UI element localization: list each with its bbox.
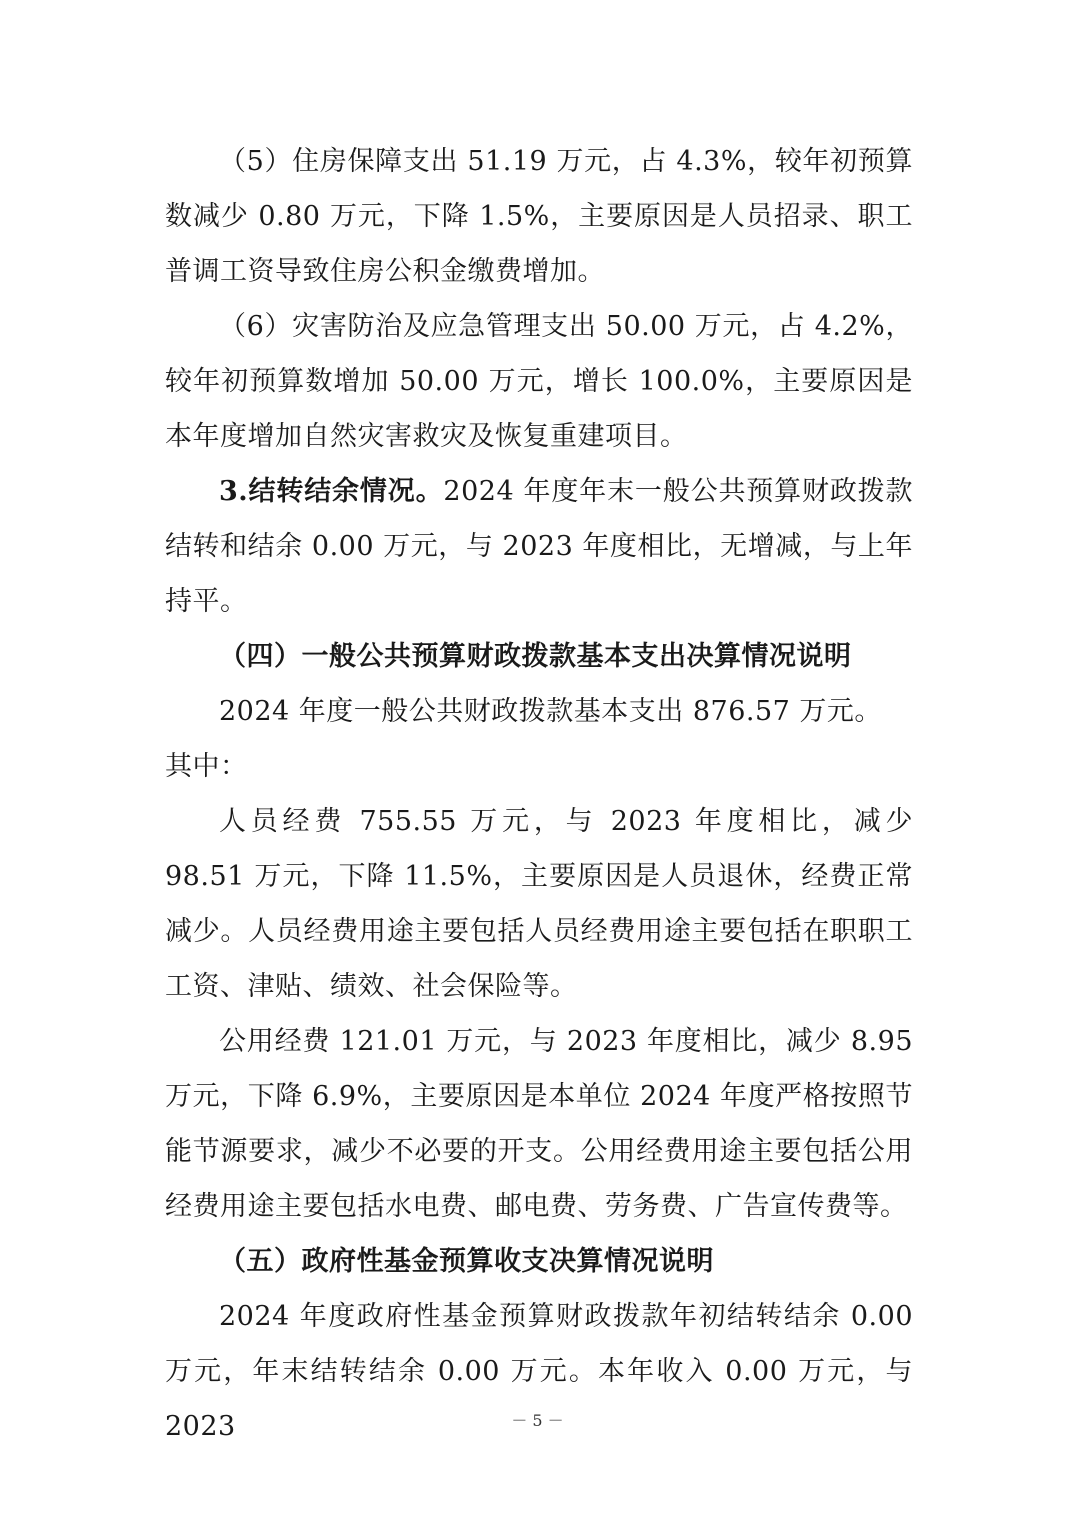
section-heading-basic-expenditure: （四）一般公共预算财政拨款基本支出决算情况说明 bbox=[219, 641, 852, 672]
paragraph-among: 其中： bbox=[165, 751, 248, 782]
carryover-body: 2024 年度年末一般公共预算财政拨款结转和结余 0.00 万元，与 2023 年度相比，无增减，与上年持平。 bbox=[165, 476, 913, 617]
paragraph-government-fund: 2024 年度政府性基金预算财政拨款年初结转结余 0.00 万元，年末结转结余 0.00 万元。本年收入 0.00 万元，与 2023 bbox=[165, 1301, 913, 1442]
section-heading-government-fund: （五）政府性基金预算收支决算情况说明 bbox=[219, 1246, 714, 1277]
paragraph-basic-total: 2024 年度一般公共财政拨款基本支出 876.57 万元。 bbox=[219, 696, 882, 727]
page-number: － 5 － bbox=[511, 1411, 564, 1430]
paragraph-public-expenses: 公用经费 121.01 万元，与 2023 年度相比，减少 8.95 万元，下降 6.9%，主要原因是本单位 2024 年度严格按照节能节源要求，减少不必要的开支。公用经费用途主要包括公用经费用途主要包括水电费、邮电费、劳务费、广告宣传费等。 bbox=[165, 1026, 913, 1222]
paragraph-disaster-expenditure: （6）灾害防治及应急管理支出 50.00 万元，占 4.2%，较年初预算数增加 50.00 万元，增长 100.0%，主要原因是本年度增加自然灾害救灾及恢复重建项目。 bbox=[165, 311, 913, 452]
paragraph-housing-expenditure: （5）住房保障支出 51.19 万元，占 4.3%，较年初预算数减少 0.80 万元，下降 1.5%，主要原因是人员招录、职工普调工资导致住房公积金缴费增加。 bbox=[165, 146, 913, 287]
document-page bbox=[165, 134, 913, 1454]
paragraph-personnel-expenses: 人员经费 755.55 万元，与 2023 年度相比，减少 98.51 万元，下降 11.5%，主要原因是人员退休，经费正常减少。人员经费用途主要包括人员经费用途主要包括在职职工工资、津贴、绩效、社会保险等。 bbox=[165, 806, 913, 1002]
paragraph-carryover bbox=[165, 464, 913, 629]
carryover-title: 3.结转结余情况。 bbox=[219, 476, 444, 507]
